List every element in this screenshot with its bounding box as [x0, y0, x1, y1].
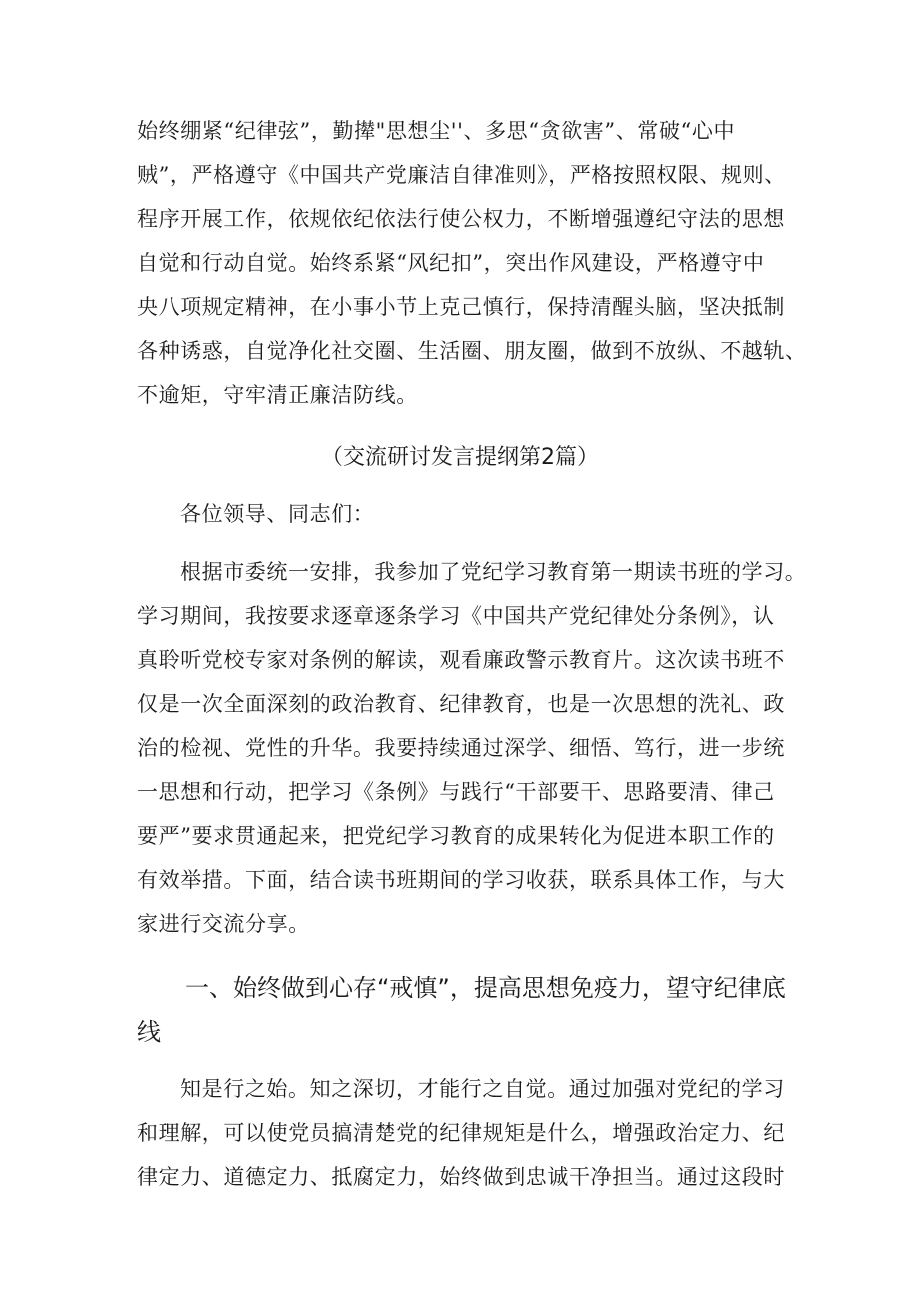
greeting: 各位领导、同志们：: [180, 502, 375, 526]
paragraph-1-line-1: 始终绷紧“纪律弦”，勤撵"思想尘''、多思“贪欲害”、常破“心中: [137, 119, 736, 143]
paragraph-1-line-2: 贼”，严格遵守《中国共产党廉洁自律准则》，严格按照权限、规则、: [137, 163, 786, 187]
paragraph-1-line-4: 自觉和行动自觉。始终系紧“风纪扣”，突出作风建设，严格遵守中: [137, 251, 765, 275]
heading-1-line-1: 一、始终做到心存“戒慎”，提高思想免疫力，望守纪律底: [185, 974, 786, 1002]
heading-1-line-2: 线: [137, 1018, 161, 1046]
paragraph-2-line-6: 一思想和行动，把学习《条例》与践行“干部要干、思路要清、律己: [137, 780, 775, 804]
paragraph-2-line-9: 家进行交流分享。: [137, 912, 310, 936]
paragraph-3-line-2: 和理解，可以使党员搞清楚党的纪律规矩是什么，增强政治定力、纪: [137, 1121, 785, 1145]
paragraph-2-line-3: 真聆听党校专家对条例的解读，观看廉政警示教育片。这次读书班不: [137, 648, 785, 672]
paragraph-1-line-7: 不逾矩，守牢清正廉洁防线。: [137, 383, 418, 407]
paragraph-2-line-1: 根据市委统一安排，我参加了党纪学习教育第一期读书班的学习。: [180, 560, 807, 584]
paragraph-2-line-7: 要严”要求贯通起来，把党纪学习教育的成果转化为促进本职工作的: [137, 824, 775, 848]
paragraph-2-line-5: 治的检视、党性的升华。我要持续通过深学、细悟、笃行，进一步统: [137, 736, 785, 760]
paragraph-1-line-3: 程序开展工作，依规依纪依法行使公权力，不断增强遵纪守法的思想: [137, 207, 785, 231]
paragraph-1-line-5: 央八项规定精神，在小事小节上克己慎行，保持清醒头脑，坚决抵制: [137, 295, 785, 319]
paragraph-1-line-6: 各种诱惑，自觉净化社交圈、生活圈、朋友圈，做到不放纵、不越轨、: [137, 339, 807, 363]
paragraph-3-line-3: 律定力、道德定力、抵腐定力，始终做到忠诚干净担当。通过这段时: [137, 1165, 785, 1189]
paragraph-3-line-1: 知是行之始。知之深切，才能行之自觉。通过加强对党纪的学习: [180, 1077, 785, 1101]
paragraph-2-line-8: 有效举措。下面，结合读书班期间的学习收获，联系具体工作，与大: [137, 868, 785, 892]
section-title: （交流研讨发言提纲第2篇）: [321, 445, 599, 470]
paragraph-2-line-2: 学习期间，我按要求逐章逐条学习《中国共产党纪律处分条例》，认: [137, 604, 775, 628]
paragraph-2-line-4: 仅是一次全面深刻的政治教育、纪律教育，也是一次思想的洗礼、政: [137, 692, 785, 716]
